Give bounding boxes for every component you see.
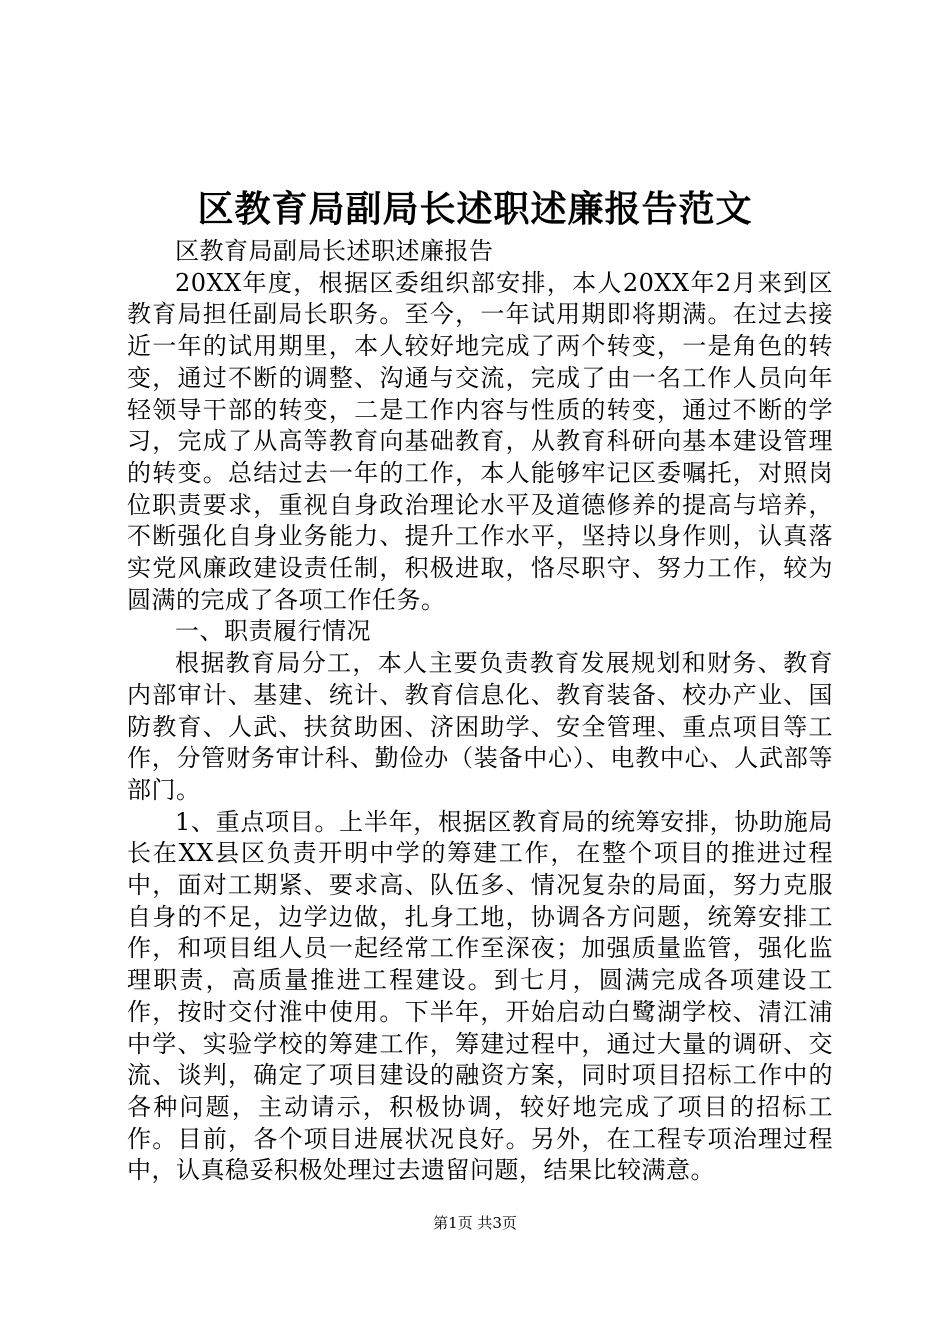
intro-paragraph: 20XX年度，根据区委组织部安排，本人20XX年2月来到区教育局担任副局长职务。至今，一年试用期即将期满。在过去接近一年的试用期里，本人较好地完成了两个转变，一是角色的转变，通过不断的调整、沟通与交流，完成了由一名工作人员向年轻领导干部的转变，二是工作内容与性质的转变，通过不断的学习，完成了从高等教育向基础教育，从教育科研向基本建设管理的转变。总结过去一年的工作，本人能够牢记区委嘱托，对照岗位职责要求，重视自身政治理论水平及道德修养的提高与培养，不断强化自身业务能力、提升工作水平，坚持以身作则，认真落实党风廉政建设责任制，积极进取，恪尽职守、努力工作，较为圆满的完成了各项工作任务。 <box>127 268 833 614</box>
document-body <box>127 236 833 1187</box>
key-projects-paragraph: 1、重点项目。上半年，根据区教育局的统筹安排，协助施局长在XX县区负责开明中学的筹建工作，在整个项目的推进过程中，面对工期紧、要求高、队伍多、情况复杂的局面，努力克服自身的不足，边学边做，扎身工地，协调各方问题，统筹安排工作，和项目组人员一起经常工作至深夜；加强质量监管，强化监理职责，高质量推进工程建设。到七月，圆满完成各项建设工作，按时交付淮中使用。下半年，开始启动白鹭湖学校、清江浦中学、实验学校的筹建工作，筹建过程中，通过大量的调研、交流、谈判，确定了项目建设的融资方案，同时项目招标工作中的各种问题，主动请示，积极协调，较好地完成了项目的招标工作。目前，各个项目进展状况良好。另外，在工程专项治理过程中，认真稳妥积极处理过去遗留问题，结果比较满意。 <box>127 807 833 1185</box>
page-footer: 第1页 共3页 <box>433 1214 517 1232</box>
section-heading: 一、职责履行情况 <box>175 617 371 646</box>
document-title: 区教育局副局长述职述廉报告范文 <box>197 188 753 230</box>
subtitle-paragraph: 区教育局副局长述职述廉报告 <box>175 237 494 265</box>
duties-paragraph: 根据教育局分工，本人主要负责教育发展规划和财务、教育内部审计、基建、统计、教育信息化、教育装备、校办产业、国防教育、人武、扶贫助困、济困助学、安全管理、重点项目等工作，分管财务审计科、勤俭办（装备中心）、电教中心、人武部等部门。 <box>127 649 833 804</box>
